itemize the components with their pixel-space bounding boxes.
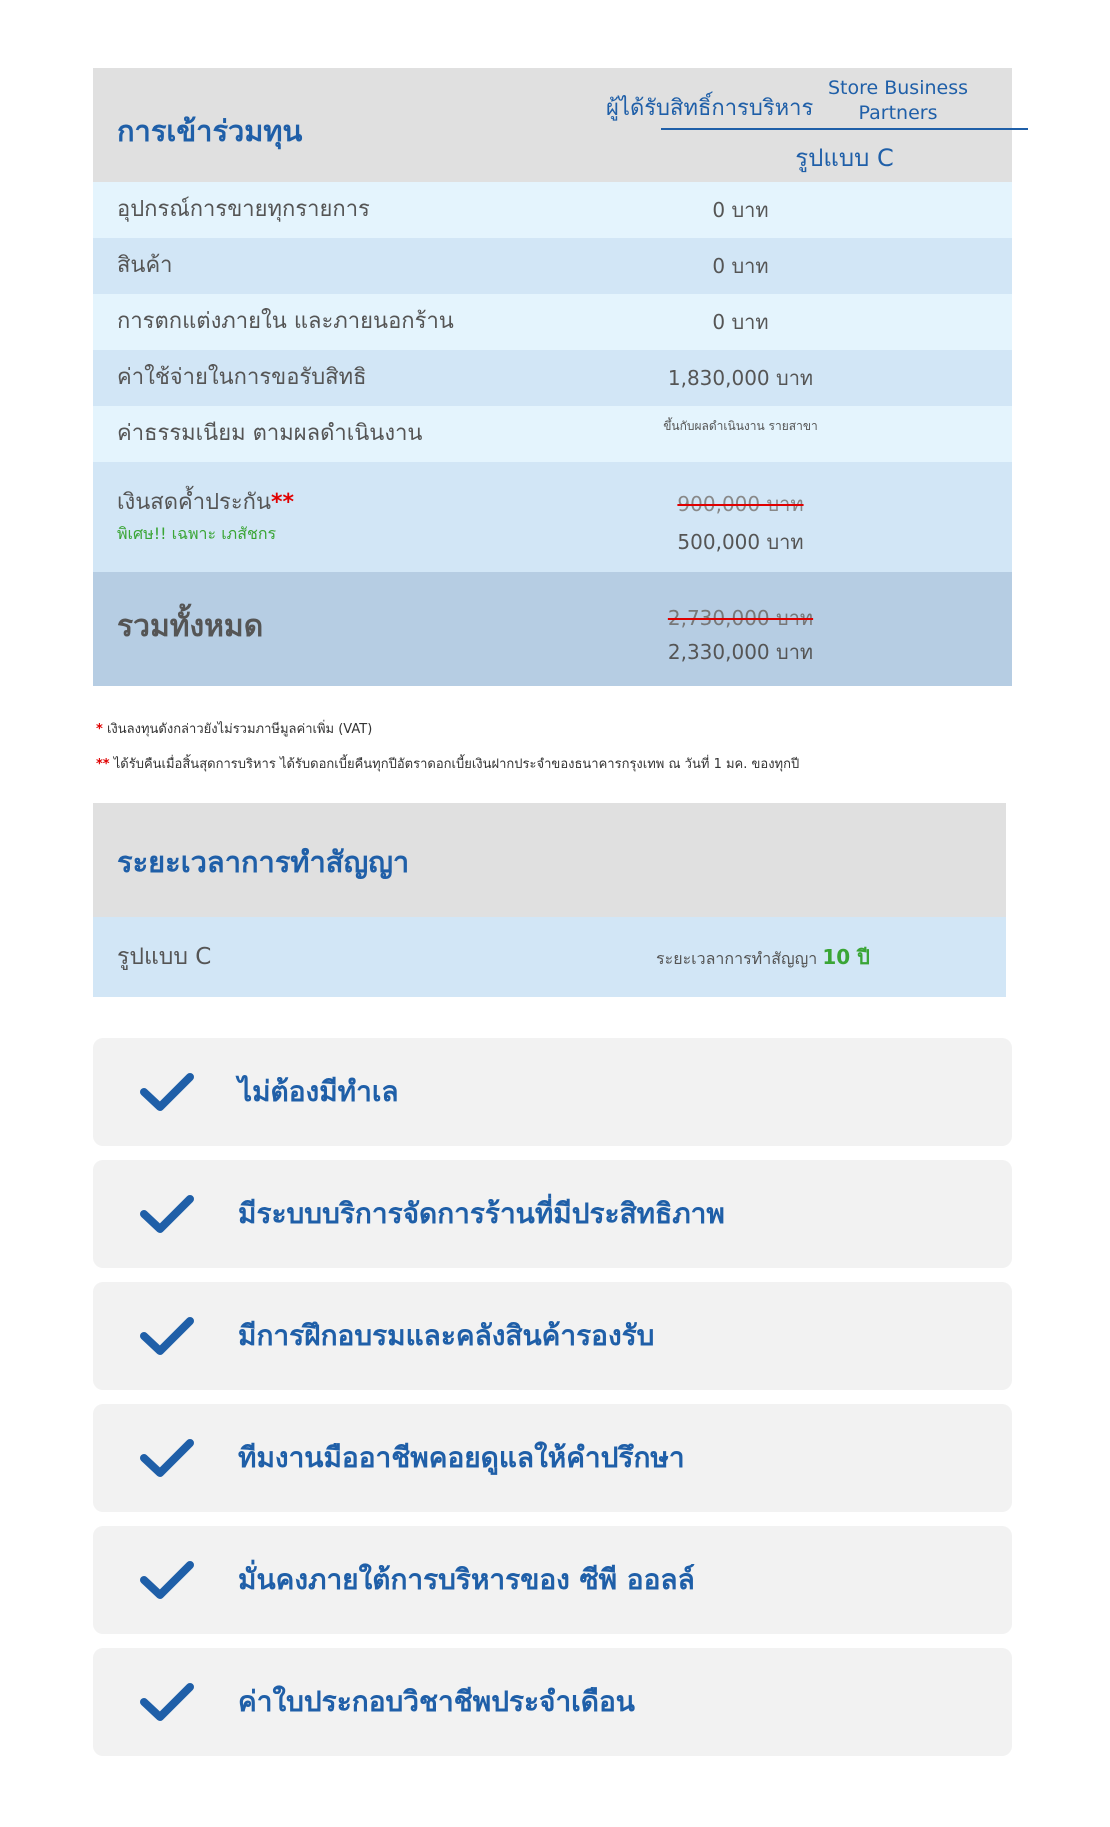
total-row	[93, 572, 1012, 686]
investment-title: การเข้าร่วมทุน	[117, 114, 303, 148]
table-row	[93, 182, 1012, 238]
row-value: 0 บาท	[712, 198, 769, 222]
total-new-value: 2,330,000 บาท	[667, 640, 814, 664]
row-label: ค่าธรรมเนียม ตามผลดำเนินงาน	[117, 421, 423, 446]
deposit-marker: **	[271, 490, 295, 515]
contract-title: ระยะเวลาการทำสัญญา	[117, 845, 410, 879]
row-value: ขึ้นกับผลดำเนินงาน รายสาขา	[663, 419, 818, 433]
contract-duration-label: ระยะเวลาการทำสัญญา	[656, 949, 818, 968]
benefit-text: มีระบบบริการจัดการร้านที่มีประสิทธิภาพ	[238, 1197, 725, 1230]
row-label: ค่าใช้จ่ายในการขอรับสิทธิ	[117, 365, 367, 390]
deposit-row	[93, 462, 1012, 572]
deposit-label-wrap	[117, 488, 294, 518]
model-header-th: ผู้ได้รับสิทธิ์การบริหาร	[606, 96, 814, 121]
row-label: การตกแต่งภายใน และภายนอกร้าน	[117, 309, 454, 334]
row-label: สินค้า	[117, 253, 173, 278]
contract-row	[93, 917, 1006, 997]
benefits-list	[93, 1038, 1012, 1770]
benefit-item	[93, 1404, 1012, 1512]
benefit-text: มั่นคงภายใต้การบริหารของ ซีพี ออลล์	[238, 1563, 695, 1596]
benefit-item	[93, 1282, 1012, 1390]
check-icon	[139, 1070, 195, 1114]
check-icon	[139, 1192, 195, 1236]
model-name: รูปแบบ C	[795, 144, 894, 172]
footnote-text: ได้รับคืนเมื่อสิ้นสุดการบริหาร ได้รับดอกเบี้ยคืนทุกปีอัตราดอกเบี้ยเงินฝากประจำของธนาคารกรุงเทพ ณ วันที่ 1 มค. ของทุกปี	[113, 757, 800, 772]
benefit-text: ทีมงานมืออาชีพคอยดูแลให้คำปรึกษา	[238, 1441, 685, 1474]
contract-term-table	[93, 803, 1006, 997]
contract-duration	[656, 917, 870, 999]
footnote	[96, 712, 799, 747]
footnote-marker: *	[96, 722, 103, 737]
model-header-divider	[661, 128, 1028, 130]
total-label: รวมทั้งหมด	[117, 609, 264, 644]
table-row	[93, 294, 1012, 350]
benefit-item	[93, 1648, 1012, 1756]
deposit-special-note: พิเศษ!! เฉพาะ เภสัชกร	[117, 524, 277, 543]
table-row	[93, 350, 1012, 406]
benefit-item	[93, 1038, 1012, 1146]
footnote	[96, 747, 799, 782]
row-label: อุปกรณ์การขายทุกรายการ	[117, 197, 370, 222]
check-icon	[139, 1558, 195, 1602]
check-icon	[139, 1314, 195, 1358]
model-header-en: Store Business Partners	[827, 77, 969, 124]
footnote-marker: **	[96, 757, 110, 772]
contract-model: รูปแบบ C	[117, 944, 212, 970]
row-value: 1,830,000 บาท	[667, 366, 814, 390]
benefit-text: ค่าใบประกอบวิชาชีพประจำเดือน	[238, 1685, 635, 1718]
table-row	[93, 406, 1012, 462]
total-old-value: 2,730,000 บาท	[667, 606, 814, 630]
contract-header	[93, 803, 1006, 917]
contract-duration-value: 10 ปี	[822, 945, 870, 969]
benefit-text: มีการฝึกอบรมและคลังสินค้ารองรับ	[238, 1319, 655, 1352]
benefit-text: ไม่ต้องมีทำเล	[238, 1075, 399, 1108]
investment-table	[93, 68, 1012, 686]
deposit-label: เงินสดค้ำประกัน	[117, 490, 272, 515]
investment-header	[93, 68, 1012, 182]
row-value: 0 บาท	[712, 254, 769, 278]
check-icon	[139, 1436, 195, 1480]
row-value: 0 บาท	[712, 310, 769, 334]
footnote-text: เงินลงทุนดังกล่าวยังไม่รวมภาษีมูลค่าเพิ่ม (VAT)	[106, 722, 373, 737]
deposit-old-value: 900,000 บาท	[677, 492, 804, 516]
model-header	[568, 68, 1012, 182]
benefit-item	[93, 1526, 1012, 1634]
table-row	[93, 238, 1012, 294]
check-icon	[139, 1680, 195, 1724]
benefit-item	[93, 1160, 1012, 1268]
deposit-new-value: 500,000 บาท	[677, 530, 804, 554]
footnotes	[96, 712, 799, 782]
